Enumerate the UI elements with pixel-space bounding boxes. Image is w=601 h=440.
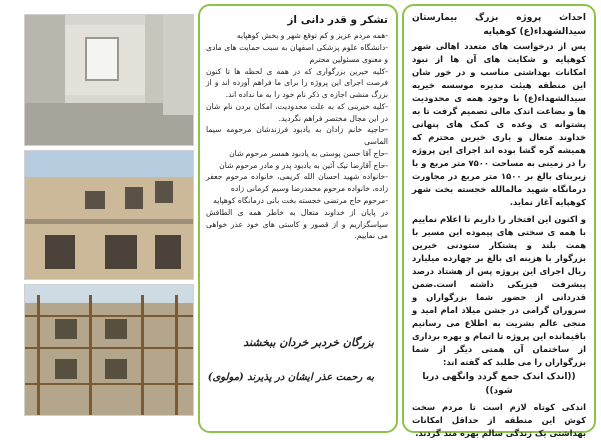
scaffold-bar-2 (25, 347, 193, 349)
thanks-panel (198, 4, 398, 433)
photo-building-brick-walls (24, 150, 194, 280)
scaffold-pole-1 (37, 295, 40, 415)
quote-text: ((اندک اندک جمع گردد وانگهی دریا شود)) (422, 372, 576, 397)
lower-opening-1 (45, 235, 75, 269)
facade-window-1 (55, 319, 77, 339)
panel-title: احداث پروژه بزرگ بیمارستان سیدالشهداء(ع) کوهپایه (412, 13, 586, 37)
scaffold-pole-4 (175, 295, 178, 415)
thanks-item: -خانواده شهید احسان الله کریمی، خانواده مرحوم جعفر زاده، خانواده مرحوم محمدرضا وسیم کرمانی زاده (206, 172, 388, 194)
project-description-panel (402, 4, 596, 439)
paragraph-2: و اکنون این افتخار را داریم تا اعلام نماییم با همه ی سختی های پیموده این مسیر با همت بلند و پشتکار ستودنی خیرین بزرگوار با هزینه ای بالغ بر چهارده میلیارد ریال اجرای این پروژه پس از هشتاد درصد پیشرفت فیزیکی داشته است.ضمن قدردانی از حضور شما بزرگواران و سروران گرامی در جشن میلاد امام امید و منجی عالم بشریت به اطلاع می رسانیم باقیمانده این پروژه تا اتمام و بهره برداری از ساختمان آن همتی دیگر از شما بزرگواران را می طلبد که گفته اند: (412, 214, 586, 368)
thanks-item: -حاج آقارضا تیک آئین به یادبود پدر و مادر مرحوم شان (219, 160, 388, 170)
facade-window-2 (105, 319, 127, 339)
closing-note: در پایان از خداوند متعال به خاطر همه ی الطافش سپاسگزاریم و از قصور و کاستی های خود عذر خواهی می نماییم. (206, 207, 388, 241)
corridor-right-wall (163, 15, 193, 115)
thanks-item: -مرحوم حاج مرتضی خجسته بخت بانی درمانگاه کوهپایه (213, 195, 388, 205)
thanks-item: -حاجیه خانم زادان به یادبود فرزندشان مرحومه سیما الماسی (206, 125, 388, 147)
thanks-list (206, 30, 388, 242)
thanks-item: -کلیه خیرینی که به علت محدودیت، امکان بردن نام شان در این مجال مختصر فراهم نگردید. (206, 101, 388, 123)
paragraph-3: اندکی کوتاه لازم است تا مردم سخت کوش این منطقه از حداقل امکانات بهداشتی یک زندگی سالم بهره مند گردند. (412, 402, 586, 439)
thanks-title: تشکر و قدر دانی از (287, 14, 388, 26)
scaffold-bar-3 (25, 383, 193, 385)
upper-window-1 (85, 191, 105, 209)
corridor-column (145, 15, 163, 115)
lower-opening-3 (155, 235, 181, 269)
thanks-item: -کلیه خیرین بزرگواری که در همه ی لحظه ها تا کنون فرصت اجرای این پروژه را برای ما فراهم آورده اند و از بزرگ منشی اجازه ی ذکر نام خود را به ما نداده اند. (206, 66, 388, 100)
lower-opening-2 (105, 235, 137, 269)
floor-slab (25, 219, 193, 224)
thanks-item: -حاج آقا حسن پوستی به یادبود همسر مرحوم شان (229, 148, 388, 158)
signature-line-1: بزرگان خردبر خردان ببخشند (243, 336, 374, 349)
photo-interior-corridor (24, 14, 194, 146)
corridor-window (85, 37, 119, 81)
facade-window-4 (105, 359, 127, 379)
upper-window-2 (125, 187, 143, 209)
signature-line-2: به رحمت عذر ایشان در پذیرند (مولوی) (207, 372, 374, 383)
upper-window-3 (155, 181, 173, 203)
thanks-item: -دانشگاه علوم پزشکی اصفهان به سبب حمایت های مادی و معنوی مسئولین محترم (206, 43, 388, 64)
photo-building-scaffolding (24, 284, 194, 416)
scaffold-pole-2 (89, 295, 92, 415)
thanks-item: -همه مردم عزیز و کم توقع شهر و بخش کوهپایه (236, 31, 388, 41)
scaffold-bar-1 (25, 315, 193, 317)
paragraph-1: پس از درخواست های متعدد اهالی شهر کوهپایه و شکایت های آن ها از نبود امکانات بهداشتی مناسب و در خور شان این منطقه هیئت مدیره موسسه خیریه سیدالشهداء(ع) با وجود همه ی محدودیت ها و بضاعت اندک مالی تصمیم گرفت تا به پشتوانه ی وعده ی کمک های پنهانی خداوند متعال و یاری خیرین محترم که همیشه گره گشا بوده اند اجرای این پروژه را در زمینی به مساحت ۷۵۰۰ متر مربع و با زیربنای بالغ بر ۱۵۰۰ متر مربع در مجاورت درمانگاه شهید مالمالله خجسته بخت شهر کوهپایه آغاز نماید. (412, 40, 587, 208)
scaffold-pole-3 (141, 295, 144, 415)
facade-window-3 (55, 359, 77, 379)
